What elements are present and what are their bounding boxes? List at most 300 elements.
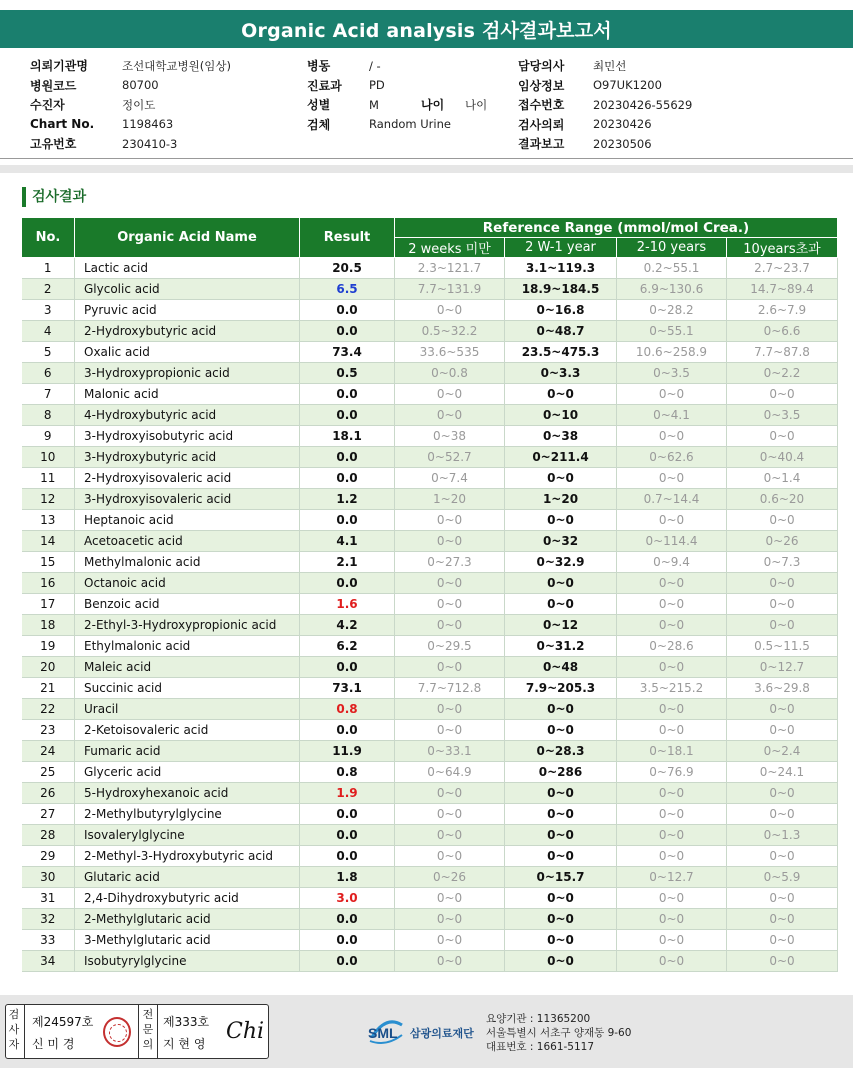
ref-range-2weeks: 0~38 — [395, 426, 505, 447]
col-header-range-1: 2 weeks 미만 — [395, 238, 505, 258]
info-column-2 — [307, 56, 507, 134]
acid-name: Fumaric acid — [75, 741, 300, 762]
row-number: 14 — [22, 531, 75, 552]
ref-range-2-10years: 0~0 — [617, 615, 727, 636]
ref-range-10years-plus: 0~7.3 — [727, 552, 838, 573]
row-number: 21 — [22, 678, 75, 699]
ref-range-2weeks: 0~0 — [395, 384, 505, 405]
result-value: 0.0 — [300, 384, 395, 405]
row-number: 16 — [22, 573, 75, 594]
info-value: 20230426 — [593, 117, 652, 132]
row-number: 8 — [22, 405, 75, 426]
ref-range-2weeks: 0~0 — [395, 951, 505, 972]
ref-range-2weeks: 0~0 — [395, 615, 505, 636]
table-row — [22, 321, 838, 342]
col-header-range-3: 2-10 years — [617, 238, 727, 258]
acid-name: Maleic acid — [75, 657, 300, 678]
ref-range-2w-1year: 0~0 — [505, 384, 617, 405]
ref-range-10years-plus: 0~0 — [727, 888, 838, 909]
acid-name: 2,4-Dihydroxybutyric acid — [75, 888, 300, 909]
ref-range-10years-plus: 0~0 — [727, 615, 838, 636]
ref-range-2weeks: 0~0 — [395, 594, 505, 615]
ref-range-2w-1year: 3.1~119.3 — [505, 258, 617, 279]
row-number: 3 — [22, 300, 75, 321]
col-header-reference: Reference Range (mmol/mol Crea.) — [395, 218, 838, 238]
info-row — [307, 56, 507, 76]
ref-range-2weeks: 1~20 — [395, 489, 505, 510]
row-number: 12 — [22, 489, 75, 510]
result-value: 18.1 — [300, 426, 395, 447]
table-row — [22, 552, 838, 573]
ref-range-2w-1year: 1~20 — [505, 489, 617, 510]
table-row — [22, 573, 838, 594]
table-row — [22, 678, 838, 699]
ref-range-10years-plus: 0~24.1 — [727, 762, 838, 783]
divider — [138, 1005, 139, 1058]
org-name: 삼광의료재단 — [410, 1027, 474, 1040]
info-label: 성별 — [307, 98, 331, 113]
ref-range-2w-1year: 0~211.4 — [505, 447, 617, 468]
info-row — [30, 56, 300, 76]
ref-range-2-10years: 0~0 — [617, 699, 727, 720]
ref-range-10years-plus: 0~40.4 — [727, 447, 838, 468]
info-row — [30, 134, 300, 154]
ref-range-10years-plus: 0~0 — [727, 384, 838, 405]
ref-range-10years-plus: 0~0 — [727, 426, 838, 447]
ref-range-2-10years: 0~0 — [617, 510, 727, 531]
ref-range-2-10years: 0~114.4 — [617, 531, 727, 552]
info-label: 의뢰기관명 — [30, 59, 88, 74]
ref-range-10years-plus: 0~2.4 — [727, 741, 838, 762]
ref-range-10years-plus: 7.7~87.8 — [727, 342, 838, 363]
row-number: 22 — [22, 699, 75, 720]
ref-range-2w-1year: 0~0 — [505, 783, 617, 804]
ref-range-2w-1year: 23.5~475.3 — [505, 342, 617, 363]
acid-name: Octanoic acid — [75, 573, 300, 594]
ref-range-2w-1year: 0~48 — [505, 657, 617, 678]
ref-range-2w-1year: 0~0 — [505, 699, 617, 720]
row-number: 26 — [22, 783, 75, 804]
info-label: Chart No. — [30, 117, 95, 132]
org-code: 요양기관 : 11365200 — [486, 1013, 591, 1025]
info-value: / - — [369, 58, 381, 73]
ref-range-2weeks: 0~0 — [395, 930, 505, 951]
acid-name: Succinic acid — [75, 678, 300, 699]
ref-range-2w-1year: 0~0 — [505, 720, 617, 741]
ref-range-2-10years: 0~0 — [617, 384, 727, 405]
col-header-result: Result — [300, 218, 395, 258]
info-column-1 — [30, 56, 300, 154]
ref-range-10years-plus: 0~0 — [727, 594, 838, 615]
info-label: 검사의뢰 — [518, 117, 565, 132]
seal-stamp-icon — [103, 1017, 131, 1047]
info-row — [518, 56, 758, 76]
row-number: 34 — [22, 951, 75, 972]
ref-range-2-10years: 0~0 — [617, 783, 727, 804]
acid-name: Methylmalonic acid — [75, 552, 300, 573]
ref-range-2weeks: 0~64.9 — [395, 762, 505, 783]
result-value: 0.8 — [300, 699, 395, 720]
row-number: 11 — [22, 468, 75, 489]
age-label: 나이 — [421, 98, 445, 113]
row-number: 13 — [22, 510, 75, 531]
divider — [24, 1005, 25, 1058]
table-row — [22, 699, 838, 720]
acid-name: Uracil — [75, 699, 300, 720]
results-body — [22, 258, 838, 972]
org-info — [486, 1012, 631, 1054]
ref-range-2w-1year: 0~0 — [505, 468, 617, 489]
ref-range-2-10years: 0~3.5 — [617, 363, 727, 384]
table-row — [22, 279, 838, 300]
result-value: 4.2 — [300, 615, 395, 636]
info-value: 20230426-55629 — [593, 97, 693, 112]
ref-range-2-10years: 0~0 — [617, 888, 727, 909]
table-row — [22, 909, 838, 930]
divider — [157, 1005, 158, 1058]
acid-name: 2-Methyl-3-Hydroxybutyric acid — [75, 846, 300, 867]
divider-band — [0, 165, 853, 173]
table-row — [22, 300, 838, 321]
ref-range-2weeks: 0~0.8 — [395, 363, 505, 384]
acid-name: 2-Hydroxyisovaleric acid — [75, 468, 300, 489]
specialist-label — [141, 1007, 155, 1052]
info-value: 정이도 — [122, 97, 156, 112]
table-row — [22, 741, 838, 762]
info-row — [518, 115, 758, 135]
table-row — [22, 510, 838, 531]
result-value: 0.0 — [300, 300, 395, 321]
ref-range-2w-1year: 0~15.7 — [505, 867, 617, 888]
acid-name: 2-Methylbutyrylglycine — [75, 804, 300, 825]
info-value: 최민선 — [593, 58, 627, 73]
acid-name: 2-Ketoisovaleric acid — [75, 720, 300, 741]
ref-range-2weeks: 7.7~712.8 — [395, 678, 505, 699]
table-row — [22, 489, 838, 510]
ref-range-2weeks: 2.3~121.7 — [395, 258, 505, 279]
ref-range-2w-1year: 0~0 — [505, 951, 617, 972]
result-value: 0.0 — [300, 930, 395, 951]
row-number: 4 — [22, 321, 75, 342]
result-value: 0.0 — [300, 846, 395, 867]
info-value: 230410-3 — [122, 136, 178, 151]
info-row — [518, 134, 758, 154]
acid-name: Heptanoic acid — [75, 510, 300, 531]
ref-range-10years-plus: 2.6~7.9 — [727, 300, 838, 321]
result-value: 0.0 — [300, 951, 395, 972]
result-value: 11.9 — [300, 741, 395, 762]
row-number: 24 — [22, 741, 75, 762]
ref-range-2weeks: 0~0 — [395, 909, 505, 930]
table-row — [22, 363, 838, 384]
result-value: 1.8 — [300, 867, 395, 888]
ref-range-2-10years: 0~0 — [617, 825, 727, 846]
ref-range-2-10years: 0~0 — [617, 846, 727, 867]
info-label: 병동 — [307, 59, 331, 74]
result-value: 0.5 — [300, 363, 395, 384]
ref-range-2-10years: 0~18.1 — [617, 741, 727, 762]
info-row — [30, 76, 300, 96]
row-number: 18 — [22, 615, 75, 636]
ref-range-2w-1year: 0~286 — [505, 762, 617, 783]
acid-name: 3-Hydroxyisobutyric acid — [75, 426, 300, 447]
acid-name: Ethylmalonic acid — [75, 636, 300, 657]
ref-range-2w-1year: 0~48.7 — [505, 321, 617, 342]
row-number: 20 — [22, 657, 75, 678]
ref-range-2weeks: 0~33.1 — [395, 741, 505, 762]
info-row — [307, 115, 507, 135]
row-number: 28 — [22, 825, 75, 846]
ref-range-2-10years: 0~0 — [617, 657, 727, 678]
result-value: 0.0 — [300, 447, 395, 468]
acid-name: Isobutyrylglycine — [75, 951, 300, 972]
table-row — [22, 447, 838, 468]
info-value: PD — [369, 78, 385, 93]
ref-range-2w-1year: 0~32.9 — [505, 552, 617, 573]
ref-range-2-10years: 0.2~55.1 — [617, 258, 727, 279]
ref-range-2w-1year: 0~0 — [505, 888, 617, 909]
acid-name: 3-Hydroxypropionic acid — [75, 363, 300, 384]
ref-range-10years-plus: 14.7~89.4 — [727, 279, 838, 300]
ref-range-2w-1year: 0~0 — [505, 930, 617, 951]
info-column-3 — [518, 56, 758, 154]
ref-range-2-10years: 0~55.1 — [617, 321, 727, 342]
ref-range-2weeks: 0~29.5 — [395, 636, 505, 657]
ref-range-2w-1year: 0~31.2 — [505, 636, 617, 657]
col-header-range-2: 2 W-1 year — [505, 238, 617, 258]
result-value: 0.0 — [300, 909, 395, 930]
examiner-label-text: 검사자 — [8, 1008, 20, 1051]
ref-range-2weeks: 0~0 — [395, 405, 505, 426]
ref-range-2w-1year: 0~10 — [505, 405, 617, 426]
signature-box — [5, 1004, 269, 1059]
ref-range-2w-1year: 0~0 — [505, 573, 617, 594]
row-number: 6 — [22, 363, 75, 384]
info-row — [307, 95, 507, 115]
ref-range-10years-plus: 0~0 — [727, 909, 838, 930]
ref-range-2w-1year: 0~0 — [505, 510, 617, 531]
acid-name: 4-Hydroxybutyric acid — [75, 405, 300, 426]
acid-name: Glycolic acid — [75, 279, 300, 300]
ref-range-10years-plus: 0.5~11.5 — [727, 636, 838, 657]
ref-range-10years-plus: 0~0 — [727, 783, 838, 804]
ref-range-10years-plus: 2.7~23.7 — [727, 258, 838, 279]
info-label: 병원코드 — [30, 78, 77, 93]
info-label: 고유번호 — [30, 137, 77, 152]
ref-range-2weeks: 0~0 — [395, 888, 505, 909]
info-row — [30, 95, 300, 115]
ref-range-2weeks: 0~52.7 — [395, 447, 505, 468]
ref-range-10years-plus: 0~12.7 — [727, 657, 838, 678]
section-title: 검사결과 — [22, 187, 86, 207]
ref-range-10years-plus: 0~0 — [727, 699, 838, 720]
result-value: 1.2 — [300, 489, 395, 510]
ref-range-10years-plus: 0~0 — [727, 573, 838, 594]
acid-name: 2-Ethyl-3-Hydroxypropionic acid — [75, 615, 300, 636]
result-value: 20.5 — [300, 258, 395, 279]
table-row — [22, 762, 838, 783]
ref-range-2-10years: 0.7~14.4 — [617, 489, 727, 510]
ref-range-10years-plus: 0~1.4 — [727, 468, 838, 489]
result-value: 0.0 — [300, 825, 395, 846]
ref-range-10years-plus: 0~0 — [727, 720, 838, 741]
ref-range-2weeks: 0~0 — [395, 804, 505, 825]
ref-range-2w-1year: 0~38 — [505, 426, 617, 447]
info-value: Random Urine — [369, 117, 451, 132]
ref-range-2weeks: 0~0 — [395, 573, 505, 594]
acid-name: Glyceric acid — [75, 762, 300, 783]
row-number: 27 — [22, 804, 75, 825]
table-row — [22, 657, 838, 678]
table-row — [22, 888, 838, 909]
info-value: O97UK1200 — [593, 78, 662, 93]
result-value: 2.1 — [300, 552, 395, 573]
result-value: 0.8 — [300, 762, 395, 783]
ref-range-2weeks: 7.7~131.9 — [395, 279, 505, 300]
ref-range-10years-plus: 0~1.3 — [727, 825, 838, 846]
ref-range-10years-plus: 0~0 — [727, 846, 838, 867]
ref-range-10years-plus: 0~6.6 — [727, 321, 838, 342]
table-row — [22, 342, 838, 363]
ref-range-2-10years: 0~0 — [617, 594, 727, 615]
info-label: 진료과 — [307, 78, 342, 93]
row-number: 5 — [22, 342, 75, 363]
table-row — [22, 930, 838, 951]
ref-range-2-10years: 0~0 — [617, 426, 727, 447]
specialist-label-text: 전문의 — [142, 1008, 154, 1051]
ref-range-2-10years: 3.5~215.2 — [617, 678, 727, 699]
ref-range-2weeks: 0~0 — [395, 846, 505, 867]
ref-range-2w-1year: 0~0 — [505, 909, 617, 930]
acid-name: Isovalerylglycine — [75, 825, 300, 846]
table-row — [22, 468, 838, 489]
ref-range-10years-plus: 0~5.9 — [727, 867, 838, 888]
ref-range-2weeks: 0~0 — [395, 699, 505, 720]
ref-range-10years-plus: 0.6~20 — [727, 489, 838, 510]
ref-range-10years-plus: 0~0 — [727, 804, 838, 825]
ref-range-2w-1year: 0~0 — [505, 804, 617, 825]
row-number: 23 — [22, 720, 75, 741]
specialist-number: 제333호 — [163, 1015, 210, 1029]
report-title: Organic Acid analysis 검사결과보고서 — [0, 10, 853, 48]
ref-range-2-10years: 0~0 — [617, 930, 727, 951]
result-value: 0.0 — [300, 510, 395, 531]
examiner-label — [7, 1007, 21, 1052]
ref-range-2-10years: 0~28.6 — [617, 636, 727, 657]
row-number: 9 — [22, 426, 75, 447]
col-header-range-4: 10years초과 — [727, 238, 838, 258]
ref-range-2weeks: 0~0 — [395, 720, 505, 741]
signature: Chi — [226, 1019, 265, 1044]
ref-range-2w-1year: 0~28.3 — [505, 741, 617, 762]
ref-range-2weeks: 0.5~32.2 — [395, 321, 505, 342]
row-number: 19 — [22, 636, 75, 657]
acid-name: 2-Hydroxybutyric acid — [75, 321, 300, 342]
age-value: 나이 — [465, 97, 488, 112]
table-row — [22, 426, 838, 447]
row-number: 1 — [22, 258, 75, 279]
sml-logo-icon — [366, 1011, 406, 1049]
acid-name: 3-Methylglutaric acid — [75, 930, 300, 951]
ref-range-10years-plus: 3.6~29.8 — [727, 678, 838, 699]
result-value: 0.0 — [300, 657, 395, 678]
examiner-number: 제24597호 — [32, 1015, 94, 1029]
ref-range-10years-plus: 0~0 — [727, 930, 838, 951]
ref-range-2-10years: 0~4.1 — [617, 405, 727, 426]
results-table — [21, 217, 838, 972]
ref-range-2-10years: 0~28.2 — [617, 300, 727, 321]
ref-range-2w-1year: 18.9~184.5 — [505, 279, 617, 300]
row-number: 17 — [22, 594, 75, 615]
result-value: 6.5 — [300, 279, 395, 300]
result-value: 1.6 — [300, 594, 395, 615]
result-value: 0.0 — [300, 720, 395, 741]
table-row — [22, 594, 838, 615]
col-header-name: Organic Acid Name — [75, 218, 300, 258]
ref-range-2weeks: 33.6~535 — [395, 342, 505, 363]
row-number: 31 — [22, 888, 75, 909]
result-value: 0.0 — [300, 405, 395, 426]
ref-range-2w-1year: 0~0 — [505, 825, 617, 846]
ref-range-2weeks: 0~26 — [395, 867, 505, 888]
ref-range-2w-1year: 0~12 — [505, 615, 617, 636]
acid-name: 3-Hydroxyisovaleric acid — [75, 489, 300, 510]
ref-range-2-10years: 0~0 — [617, 573, 727, 594]
result-value: 0.0 — [300, 468, 395, 489]
table-row — [22, 783, 838, 804]
ref-range-2weeks: 0~0 — [395, 825, 505, 846]
row-number: 32 — [22, 909, 75, 930]
ref-range-2w-1year: 0~0 — [505, 846, 617, 867]
info-label: 접수번호 — [518, 98, 565, 113]
table-row — [22, 531, 838, 552]
info-label: 수진자 — [30, 98, 65, 113]
ref-range-2-10years: 0~9.4 — [617, 552, 727, 573]
ref-range-2-10years: 0~0 — [617, 468, 727, 489]
ref-range-10years-plus: 0~3.5 — [727, 405, 838, 426]
ref-range-2-10years: 0~76.9 — [617, 762, 727, 783]
acid-name: Malonic acid — [75, 384, 300, 405]
table-row — [22, 405, 838, 426]
table-row — [22, 846, 838, 867]
result-value: 1.9 — [300, 783, 395, 804]
row-number: 10 — [22, 447, 75, 468]
ref-range-2weeks: 0~0 — [395, 300, 505, 321]
row-number: 29 — [22, 846, 75, 867]
table-row — [22, 384, 838, 405]
ref-range-10years-plus: 0~26 — [727, 531, 838, 552]
acid-name: 3-Hydroxybutyric acid — [75, 447, 300, 468]
ref-range-10years-plus: 0~0 — [727, 510, 838, 531]
acid-name: 5-Hydroxyhexanoic acid — [75, 783, 300, 804]
acid-name: Glutaric acid — [75, 867, 300, 888]
org-phone: 대표번호 : 1661-5117 — [486, 1041, 595, 1053]
ref-range-2w-1year: 0~3.3 — [505, 363, 617, 384]
acid-name: Acetoacetic acid — [75, 531, 300, 552]
ref-range-10years-plus: 0~0 — [727, 951, 838, 972]
ref-range-2w-1year: 0~0 — [505, 594, 617, 615]
acid-name: 2-Methylglutaric acid — [75, 909, 300, 930]
table-row — [22, 258, 838, 279]
table-row — [22, 720, 838, 741]
result-value: 73.4 — [300, 342, 395, 363]
ref-range-2w-1year: 0~16.8 — [505, 300, 617, 321]
row-number: 33 — [22, 930, 75, 951]
result-value: 3.0 — [300, 888, 395, 909]
sml-logo-text: SML — [368, 1025, 398, 1041]
info-value: 1198463 — [122, 117, 174, 132]
table-row — [22, 951, 838, 972]
